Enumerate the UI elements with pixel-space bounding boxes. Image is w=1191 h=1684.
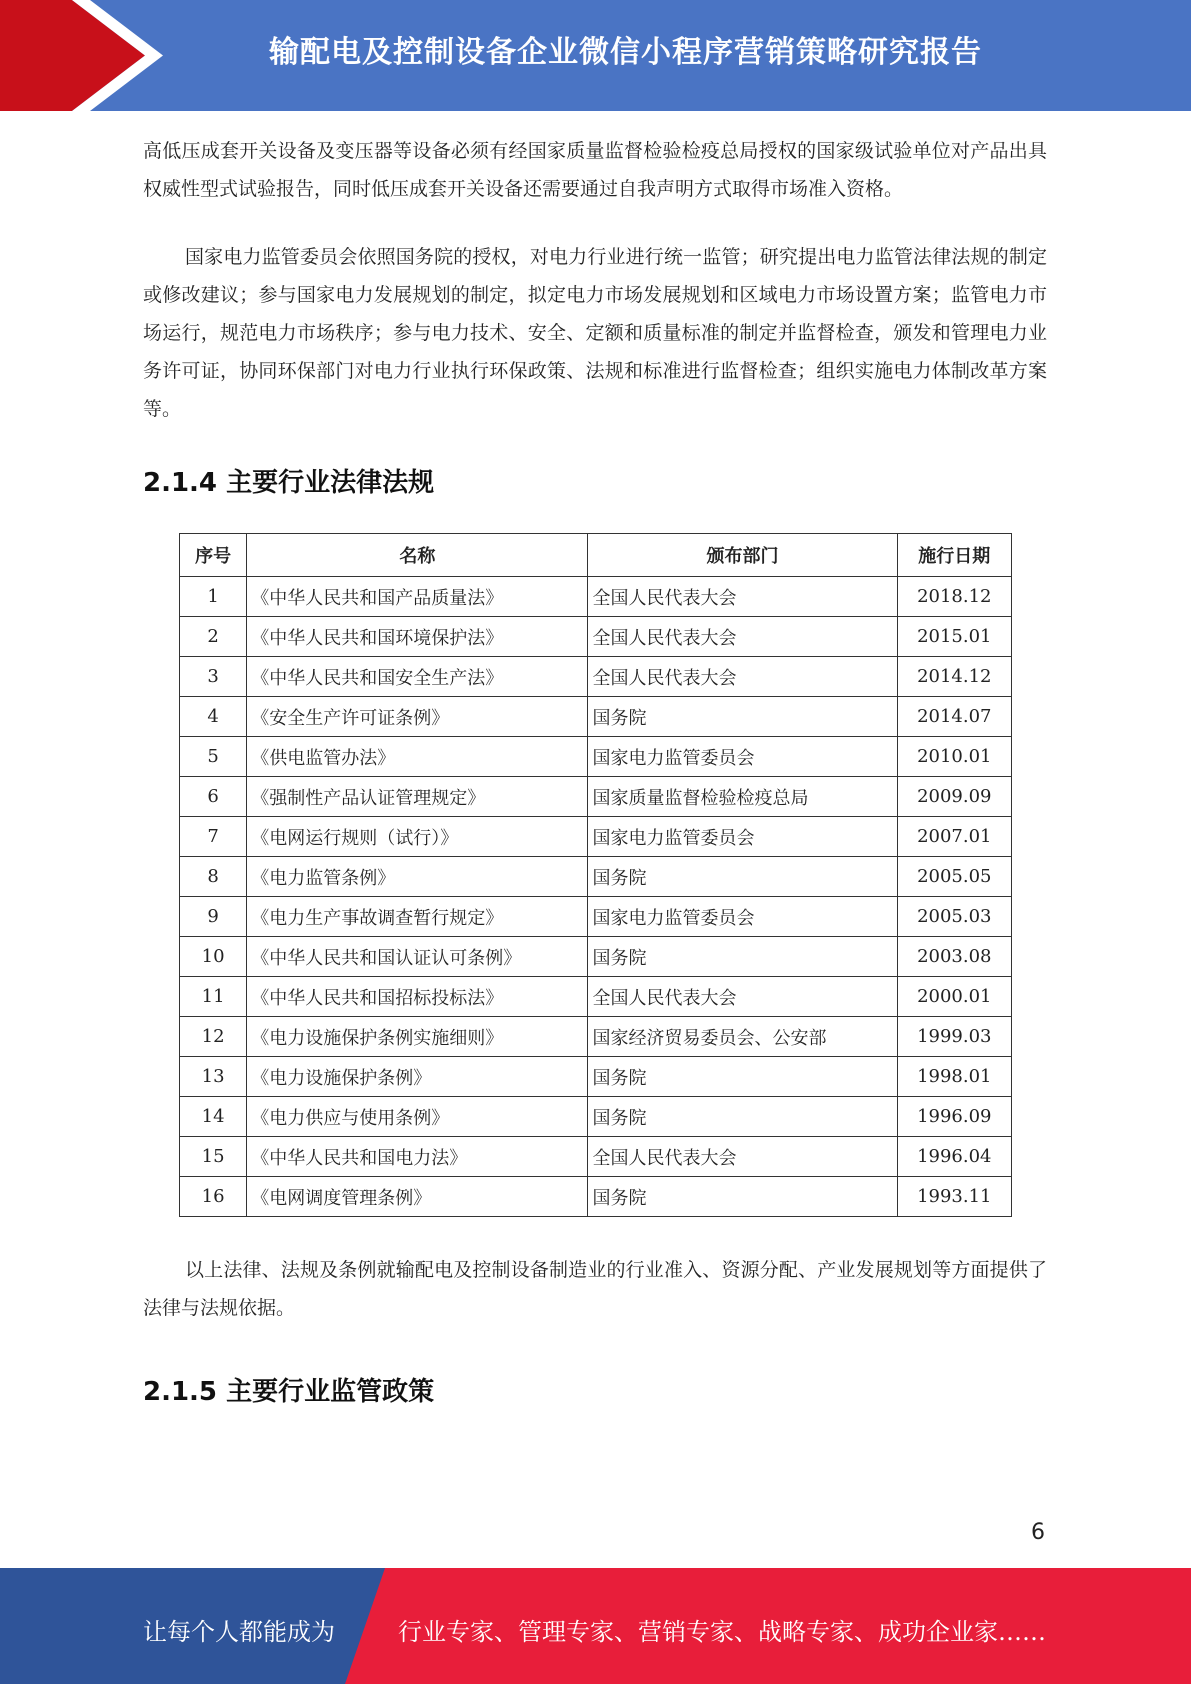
cell-law-name: 《电力生产事故调查暂行规定》 <box>247 897 588 937</box>
cell-index: 15 <box>180 1137 247 1177</box>
cell-index: 13 <box>180 1057 247 1097</box>
cell-date: 2007.01 <box>897 817 1011 857</box>
cell-issuer: 国务院 <box>588 857 897 897</box>
cell-date: 2003.08 <box>897 937 1011 977</box>
paragraph-summary: 以上法律、法规及条例就输配电及控制设备制造业的行业准入、资源分配、产业发展规划等方面提供了法律与法规依据。 <box>143 1259 1047 1319</box>
table-row <box>180 777 1012 817</box>
cell-index: 3 <box>180 657 247 697</box>
column-header-name: 名称 <box>247 534 588 577</box>
cell-index: 9 <box>180 897 247 937</box>
cell-date: 2005.05 <box>897 857 1011 897</box>
cell-law-name: 《强制性产品认证管理规定》 <box>247 777 588 817</box>
cell-issuer: 国家质量监督检验检疫总局 <box>588 777 897 817</box>
cell-law-name: 《电力供应与使用条例》 <box>247 1097 588 1137</box>
cell-date: 2005.03 <box>897 897 1011 937</box>
cell-index: 4 <box>180 697 247 737</box>
column-header-index: 序号 <box>180 534 247 577</box>
table-row <box>180 577 1012 617</box>
column-header-issuer: 颁布部门 <box>588 534 897 577</box>
cell-date: 1993.11 <box>897 1177 1011 1217</box>
paragraph-market-access: 高低压成套开关设备及变压器等设备必须有经国家质量监督检验检疫总局授权的国家级试验单位对产品出具权威性型式试验报告，同时低压成套开关设备还需要通过自我声明方式取得市场准入资格。 <box>143 140 1047 200</box>
cell-law-name: 《电力设施保护条例实施细则》 <box>247 1017 588 1057</box>
cell-index: 11 <box>180 977 247 1017</box>
table-body <box>180 577 1012 1217</box>
paragraph-regulator: 国家电力监管委员会依照国务院的授权，对电力行业进行统一监管；研究提出电力监管法律法规的制定或修改建议；参与国家电力发展规划的制定，拟定电力市场发展规划和区域电力市场设置方案；监管电力市场运行，规范电力市场秩序；参与电力技术、安全、定额和质量标准的制定并监督检查，颁发和管理电力业务许可证，协同环保部门对电力行业执行环保政策、法规和标准进行监督检查；组织实施电力体制改革方案等。 <box>143 246 1047 420</box>
table-row <box>180 1057 1012 1097</box>
cell-issuer: 全国人民代表大会 <box>588 657 897 697</box>
table-row <box>180 697 1012 737</box>
table-row <box>180 977 1012 1017</box>
cell-law-name: 《中华人民共和国电力法》 <box>247 1137 588 1177</box>
cell-issuer: 全国人民代表大会 <box>588 577 897 617</box>
cell-index: 10 <box>180 937 247 977</box>
cell-issuer: 国家经济贸易委员会、公安部 <box>588 1017 897 1057</box>
cell-index: 12 <box>180 1017 247 1057</box>
table-row <box>180 817 1012 857</box>
cell-issuer: 国务院 <box>588 697 897 737</box>
cell-date: 1998.01 <box>897 1057 1011 1097</box>
cell-law-name: 《中华人民共和国产品质量法》 <box>247 577 588 617</box>
cell-issuer: 全国人民代表大会 <box>588 1137 897 1177</box>
section-heading-laws: 2.1.4 主要行业法律法规 <box>143 468 435 498</box>
table-row <box>180 857 1012 897</box>
column-header-date: 施行日期 <box>897 534 1011 577</box>
cell-law-name: 《安全生产许可证条例》 <box>247 697 588 737</box>
cell-index: 5 <box>180 737 247 777</box>
cell-index: 14 <box>180 1097 247 1137</box>
cell-issuer: 国家电力监管委员会 <box>588 897 897 937</box>
cell-date: 2018.12 <box>897 577 1011 617</box>
cell-issuer: 国务院 <box>588 1097 897 1137</box>
cell-date: 1996.04 <box>897 1137 1011 1177</box>
page-number: 6 <box>1031 1520 1045 1545</box>
cell-issuer: 国务院 <box>588 937 897 977</box>
footer-slogan-left: 让每个人都能成为 <box>143 1618 335 1646</box>
table-row <box>180 897 1012 937</box>
cell-law-name: 《供电监管办法》 <box>247 737 588 777</box>
table-row <box>180 1137 1012 1177</box>
report-title: 输配电及控制设备企业微信小程序营销策略研究报告 <box>269 35 982 70</box>
cell-law-name: 《电力设施保护条例》 <box>247 1057 588 1097</box>
footer-slogan-right: 行业专家、管理专家、营销专家、战略专家、成功企业家…… <box>398 1618 1046 1646</box>
cell-law-name: 《中华人民共和国安全生产法》 <box>247 657 588 697</box>
cell-issuer: 国务院 <box>588 1057 897 1097</box>
page-content <box>143 132 1047 1408</box>
cell-index: 7 <box>180 817 247 857</box>
cell-issuer: 国家电力监管委员会 <box>588 737 897 777</box>
laws-table <box>179 533 1012 1217</box>
cell-law-name: 《电网运行规则（试行）》 <box>247 817 588 857</box>
cell-date: 2015.01 <box>897 617 1011 657</box>
cell-law-name: 《电力监管条例》 <box>247 857 588 897</box>
table-row <box>180 1017 1012 1057</box>
cell-law-name: 《中华人民共和国环境保护法》 <box>247 617 588 657</box>
cell-date: 1996.09 <box>897 1097 1011 1137</box>
cell-date: 1999.03 <box>897 1017 1011 1057</box>
table-row <box>180 1177 1012 1217</box>
page-footer <box>0 1568 1191 1684</box>
cell-date: 2000.01 <box>897 977 1011 1017</box>
cell-law-name: 《中华人民共和国招标投标法》 <box>247 977 588 1017</box>
cell-index: 16 <box>180 1177 247 1217</box>
cell-issuer: 全国人民代表大会 <box>588 977 897 1017</box>
page-header <box>0 0 1191 111</box>
cell-issuer: 国务院 <box>588 1177 897 1217</box>
table-row <box>180 657 1012 697</box>
table-row <box>180 1097 1012 1137</box>
section-heading-policies: 2.1.5 主要行业监管政策 <box>143 1377 435 1407</box>
table-row <box>180 737 1012 777</box>
cell-law-name: 《电网调度管理条例》 <box>247 1177 588 1217</box>
table-row <box>180 617 1012 657</box>
cell-date: 2009.09 <box>897 777 1011 817</box>
cell-date: 2014.07 <box>897 697 1011 737</box>
cell-date: 2010.01 <box>897 737 1011 777</box>
table-row <box>180 937 1012 977</box>
cell-index: 2 <box>180 617 247 657</box>
cell-index: 6 <box>180 777 247 817</box>
table-header-row <box>180 534 1012 577</box>
cell-issuer: 国家电力监管委员会 <box>588 817 897 857</box>
cell-issuer: 全国人民代表大会 <box>588 617 897 657</box>
cell-index: 8 <box>180 857 247 897</box>
cell-index: 1 <box>180 577 247 617</box>
cell-law-name: 《中华人民共和国认证认可条例》 <box>247 937 588 977</box>
cell-date: 2014.12 <box>897 657 1011 697</box>
